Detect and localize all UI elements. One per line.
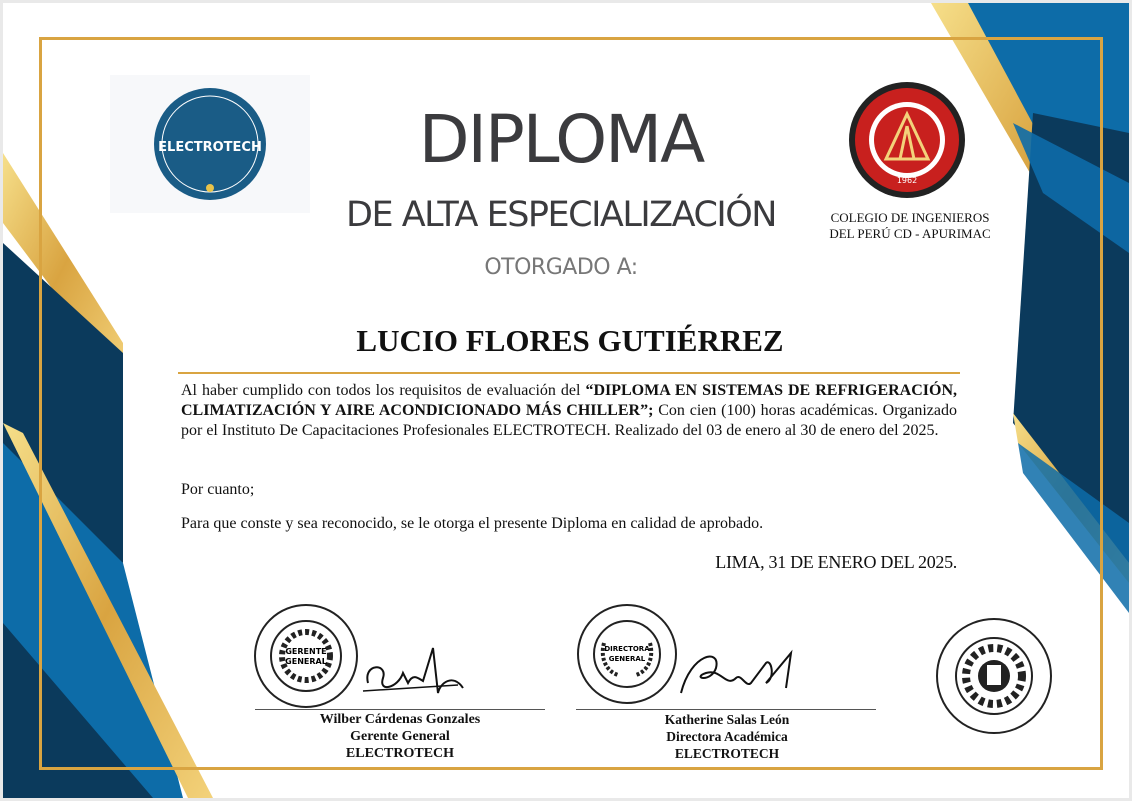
electrotech-logo-text: ELECTROTECH bbox=[158, 140, 262, 155]
name-underline bbox=[178, 372, 960, 374]
signature-line-2 bbox=[576, 709, 876, 710]
signatory-1 bbox=[270, 711, 530, 762]
college-line1: COLEGIO DE INGENIEROS bbox=[830, 210, 990, 225]
signatory-1-name: Wilber Cárdenas Gonzales bbox=[319, 712, 481, 727]
signature-line-1 bbox=[255, 709, 545, 710]
diploma-page bbox=[3, 3, 1129, 798]
signatory-2-org: ELECTROTECH bbox=[674, 746, 780, 761]
signature-1-scribble bbox=[358, 643, 468, 703]
seal2-line2: GENERAL bbox=[608, 655, 646, 663]
awarded-to-label: OTORGADO A: bbox=[484, 255, 638, 280]
conste-text: Para que conste y sea reconocido, se le otorga el presente Diploma en calidad de aprobado. bbox=[181, 515, 764, 532]
college-label bbox=[815, 210, 1005, 242]
signatory-2 bbox=[597, 711, 857, 762]
signatory-2-role: Directora Académica bbox=[666, 729, 788, 744]
cip-logo bbox=[848, 81, 966, 199]
signature-2-scribble bbox=[671, 643, 801, 703]
seal2-line1: DIRECTORA bbox=[604, 645, 650, 653]
recipient-name: LUCIO FLORES GUTIÉRREZ bbox=[356, 323, 784, 358]
diploma-body-text bbox=[181, 381, 957, 441]
body-intro: Al haber cumplido con todos los requisitos de evaluación del bbox=[181, 382, 586, 399]
course-name: “DIPLOMA EN SISTEMAS DE REFRIGERACIÓN, CLIMATIZACIÓN Y AIRE ACONDICIONADO MÁS CHILLER”; bbox=[181, 382, 958, 419]
gerente-general-seal bbox=[253, 603, 359, 709]
cip-logo-year: 1962 bbox=[896, 176, 918, 185]
signatory-1-org: ELECTROTECH bbox=[345, 746, 455, 761]
seal1-line1: GERENTE bbox=[285, 647, 327, 656]
signatory-1-role: Gerente General bbox=[350, 729, 450, 744]
institute-gear-seal bbox=[935, 617, 1053, 735]
body-details: Con cien (100) horas académicas. Organizado por el Instituto De Capacitaciones Profesionales ELECTROTECH. Realizado del 03 de enero al 30 de enero del 2025. bbox=[181, 402, 958, 439]
issue-date: LIMA, 31 DE ENERO DEL 2025. bbox=[715, 552, 957, 572]
college-line2: DEL PERÚ CD - APURIMAC bbox=[829, 226, 991, 241]
seal1-line2: GENERAL bbox=[285, 657, 327, 666]
diploma-title: DIPLOMA bbox=[418, 101, 704, 178]
directora-general-seal bbox=[576, 603, 678, 705]
signatory-2-name: Katherine Salas León bbox=[664, 712, 790, 727]
diploma-subtitle: DE ALTA ESPECIALIZACIÓN bbox=[346, 195, 776, 235]
por-cuanto-text: Por cuanto; bbox=[181, 481, 255, 498]
electrotech-logo bbox=[110, 75, 310, 213]
